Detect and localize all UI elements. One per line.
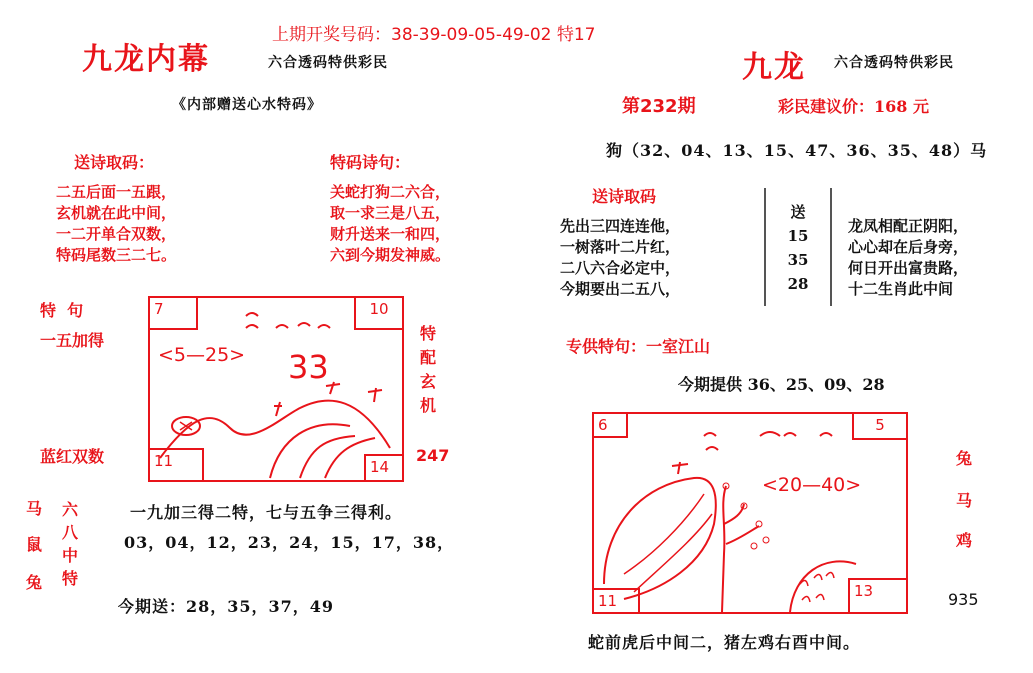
left-big-number: 33 xyxy=(288,348,329,386)
send-column-cell: 送 xyxy=(790,203,806,221)
left-poem-heading: 送诗取码： xyxy=(74,153,155,172)
left-drawing xyxy=(148,296,404,482)
left-animal: 鼠 xyxy=(26,535,43,554)
right-number-935: 935 xyxy=(948,590,979,609)
right-animals xyxy=(956,446,972,568)
right-poem-line: 二八六合必定中， xyxy=(560,259,681,277)
left-today-send: 今期送：28，35，37，49 xyxy=(118,597,335,616)
left-title: 九龙内幕 xyxy=(82,42,210,77)
left-poem xyxy=(56,182,176,266)
right-poem-line: 先出三四连连他， xyxy=(560,217,681,235)
right-corner-bl: 11 xyxy=(592,588,640,614)
left-poem-line: 一二开单合双数， xyxy=(56,225,177,243)
right-animal: 兔 xyxy=(956,449,973,468)
special-poem-line: 关蛇打狗二六合， xyxy=(330,183,451,201)
te-ju-value: 一五加得 xyxy=(40,331,105,350)
right-title: 九龙 xyxy=(742,50,806,85)
dog-horse-line: 狗（32、04、13、15、47、36、35、48）马 xyxy=(606,141,988,160)
left-corner-tl: 7 xyxy=(148,296,198,330)
send-column-cell: 15 xyxy=(787,227,809,245)
send-column-cell: 35 xyxy=(787,251,809,269)
right-range: <20—40> xyxy=(762,474,862,496)
left-range: <5—25> xyxy=(158,344,246,366)
left-poem-line: 特码尾数三二七。 xyxy=(56,246,177,264)
special-poem xyxy=(330,182,450,266)
left-number-247: 247 xyxy=(416,446,450,465)
right-animal: 鸡 xyxy=(956,531,973,550)
liu-ba-zhong-te: 六八中特 xyxy=(61,500,78,588)
right-poem-2 xyxy=(848,216,968,300)
last-draw-numbers: 上期开奖号码：38-39-09-05-49-02 特17 xyxy=(272,25,596,45)
te-pei-xuan-ji: 特配玄机 xyxy=(419,324,436,415)
left-corner-tr: 10 xyxy=(354,296,404,330)
right-poem2-line: 心心却在后身旁， xyxy=(848,238,969,256)
left-animal: 马 xyxy=(26,499,43,518)
right-poem2-line: 何日开出富贵路， xyxy=(848,259,969,277)
right-poem-line: 今期要出二五八， xyxy=(560,280,681,298)
left-animal: 兔 xyxy=(26,573,43,592)
suggested-price: 彩民建议价：168 元 xyxy=(778,97,929,116)
left-animals xyxy=(26,496,42,606)
right-corner-br: 13 xyxy=(848,578,908,614)
right-poem-heading: 送诗取码 xyxy=(592,187,657,206)
right-poem2-line: 十二生肖此中间 xyxy=(848,280,954,298)
left-corner-br: 14 xyxy=(364,454,404,482)
right-corner-tl: 6 xyxy=(592,412,628,438)
left-hint: 一九加三得二特，七与五争三得利。 xyxy=(130,503,403,522)
issue-number: 第232期 xyxy=(622,96,696,117)
special-poem-line: 财升送来一和四， xyxy=(330,225,451,243)
special-poem-line: 取一求三是八五， xyxy=(330,204,451,222)
left-subtitle: 六合透码特供彩民 xyxy=(268,55,388,71)
left-numbers: 03，04，12，23，24，15，17，38， xyxy=(124,533,455,552)
left-poem-line: 二五后面一五跟， xyxy=(56,183,177,201)
left-poem-line: 玄机就在此中间， xyxy=(56,204,177,222)
right-animal: 马 xyxy=(956,491,973,510)
right-drawing xyxy=(592,412,908,614)
left-corner-bl: 11 xyxy=(148,448,204,482)
send-column xyxy=(764,188,832,306)
right-poem xyxy=(560,216,680,300)
right-poem-line: 一树落叶二片红， xyxy=(560,238,681,256)
special-poem-heading: 特码诗句： xyxy=(330,153,411,172)
right-bottom-line: 蛇前虎后中间二，猪左鸡右酉中间。 xyxy=(588,633,861,652)
right-corner-tr: 5 xyxy=(852,412,908,440)
send-column-cell: 28 xyxy=(787,275,809,293)
special-poem-line: 六到今期发神威。 xyxy=(330,246,451,264)
right-subtitle: 六合透码特供彩民 xyxy=(834,55,954,71)
right-poem2-line: 龙凤相配正阴阳， xyxy=(848,217,969,235)
zhuan-gong-te-ju: 专供特句：一室江山 xyxy=(566,337,711,356)
today-offer: 今期提供 36、25、09、28 xyxy=(678,375,885,394)
left-note: 《内部赠送心水特码》 xyxy=(172,97,322,113)
te-ju-label: 特 句 xyxy=(40,301,84,320)
lan-hong-label: 蓝红双数 xyxy=(40,447,105,466)
